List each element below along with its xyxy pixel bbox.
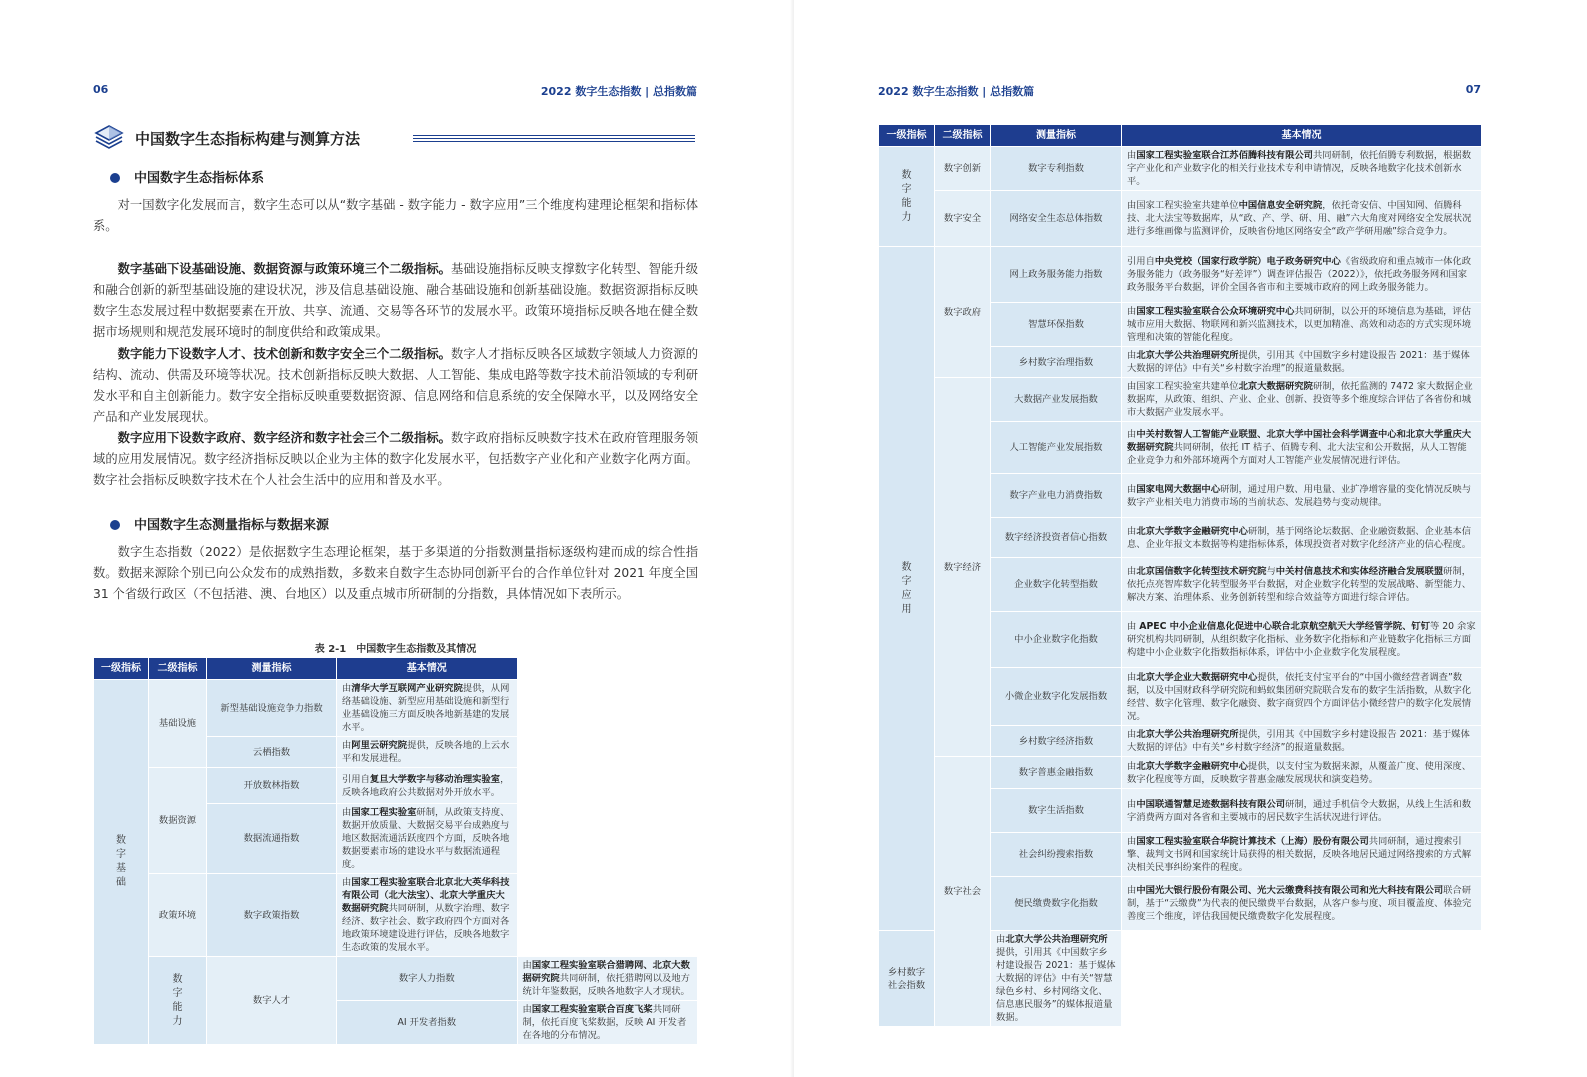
- level2-cell: 数字政府: [935, 247, 991, 378]
- desc-institution: 北京国信数字化转型技术研究院: [1136, 566, 1267, 577]
- para-body: 基础设施指标反映支撑数字化转型、智能升级和融合创新的新型基础设施的建设状况，涉及信息基础设施、融合基础设施和创新基础设施。数据资源指标反映数字生态发展过程中数据要素在开放、共享、流通、交易等各环节的发展水平。政策环境指标反映各地在健全数据市场规则和规范发展环境时的制度供给和政策成果。: [93, 262, 698, 339]
- level2-cell: 数字安全: [935, 191, 991, 247]
- subheading-text: 中国数字生态测量指标与数据来源: [134, 518, 330, 533]
- desc-prefix: 由: [1127, 350, 1137, 361]
- desc-prefix: 由: [1127, 306, 1137, 317]
- metric-cell: 智慧环保指数: [991, 303, 1122, 347]
- table-caption: 表 2-1 中国数字生态指数及其情况: [314, 644, 477, 655]
- left-page: [0, 0, 793, 1077]
- metric-cell: 乡村数字经济指数: [991, 726, 1122, 757]
- table-row: [94, 957, 698, 1001]
- metric-cell: 数字生活指数: [991, 789, 1122, 833]
- desc-text: 《省级政府和重点城市一体化政务服务能力（政务服务“好差评”）调查评估报告（2022）》，依托政务服务网和国家政务服务平台数据，评价全国各省市和主要城市政府的网上政务服务能力。: [1127, 256, 1472, 293]
- level2-cell: 数字社会: [935, 757, 991, 1027]
- paragraph-index-description: 数字生态指数（2022）是依据数字生态理论框架，基于多渠道的分指数测量指标逐级构建而成的综合性指数。数据来源除个别已向公众发布的成熟指数，多数来自数字生态协同创新平台的合作单位针对 2021 年度全国 31 个省级行政区（不包括港、澳、台地区）以及重点城市所研制的分指数，具体情况如下表所示。: [93, 545, 698, 601]
- level2-cell: 数字人才: [207, 957, 337, 1045]
- metric-cell: 数字专利指数: [991, 147, 1122, 191]
- description-cell: [1122, 833, 1482, 877]
- metric-cell: 小微企业数字化发展指数: [991, 668, 1122, 726]
- desc-prefix: 由: [1127, 150, 1137, 161]
- description-cell: [1122, 757, 1482, 789]
- desc-institution: 国家工程实验室联合猎聘网、北京大数据研究院: [522, 960, 690, 984]
- dot-icon: [110, 520, 120, 530]
- desc-prefix: 由: [1127, 621, 1140, 632]
- description-cell: [1122, 789, 1482, 833]
- desc-prefix: 由: [342, 683, 352, 694]
- para-lead: 数字能力下设数字人才、技术创新和数字安全三个二级指标。: [117, 347, 452, 361]
- table-header-cell: 测量指标: [991, 125, 1122, 147]
- metric-cell: 人工智能产业发展指数: [991, 422, 1122, 474]
- description-cell: [337, 737, 518, 768]
- desc-institution: 北京大学企业大数据研究中心: [1136, 671, 1258, 683]
- table-row: [879, 191, 1482, 247]
- description-cell: [1122, 877, 1482, 931]
- desc-text: 研制，通过手机信令大数据，从线上生活和数字消费两方面对各省和主要城市的居民数字生活状况进行评估。: [1127, 798, 1472, 823]
- intro-paragraph: 对一国数字化发展而言，数字生态可以从“数字基础 - 数字能力 - 数字应用”三个维度构建理论框架和指标体系。: [93, 198, 698, 233]
- description-cell: [1122, 726, 1482, 757]
- desc-prefix: 由: [342, 877, 352, 888]
- desc-text: ，依托奇安信、中国知网、佰腾科技、北大法宝等数据库，从“政、产、学、研、用、融”六大角度对网络安全发展状况进行多维画像与监测评价，反映省份地区网络安全“政产学研用融”综合竞争力。: [1127, 200, 1472, 237]
- desc-institution: 国家工程实验室联合华院计算技术（上海）股份有限公司: [1136, 836, 1369, 847]
- desc-institution: 中国信息安全研究院: [1238, 200, 1323, 211]
- desc-institution: 北京大数据研究院: [1238, 381, 1313, 392]
- metric-cell: 数据流通指数: [207, 804, 337, 874]
- metric-cell: 中小企业数字化指数: [991, 612, 1122, 668]
- desc-text: 提供，引用其《中国数字乡村建设报告 2021：基于媒体大数据的评估》中有关“乡村数字治理”的报道量数据。: [1127, 350, 1470, 374]
- table-header-cell: 二级指标: [149, 658, 207, 680]
- level2-cell: 基础设施: [149, 680, 207, 768]
- level1-cell: [879, 147, 935, 247]
- description-cell: [1122, 474, 1482, 518]
- description-cell: [1122, 347, 1482, 378]
- description-cell: [1122, 147, 1482, 191]
- desc-prefix: 由: [342, 807, 352, 818]
- desc-institution: 北京大学数字金融研究中心: [1136, 525, 1248, 537]
- desc-institution: 中央党校（国家行政学院）电子政务研究中心: [1154, 256, 1341, 267]
- description-cell: [337, 680, 518, 737]
- para-body: 数字人才指标反映各区域数字领域人力资源的结构、流动、供需及环境等状况。技术创新指标反映大数据、人工智能、集成电路等数字技术前沿领域的专利研发水平和自主创新能力。数字安全指标反映重要数据资源、信息网络和信息系统的安全保障水平，以及网络安全产品和产业发展现状。: [93, 347, 698, 424]
- page-number-right: 07: [1465, 83, 1481, 96]
- metric-cell: 数字经济投资者信心指数: [991, 518, 1122, 558]
- desc-institution: 北京大学公共治理研究所: [1136, 350, 1239, 361]
- index-table-left: [93, 657, 698, 1045]
- running-header-right: 2022 数字生态指数 | 总指数篇: [878, 85, 1035, 98]
- desc-text: 提供，引用其《中国数字乡村建设报告 2021：基于媒体大数据的评估》中有关“乡村数字经济”的报道量数据。: [1127, 729, 1470, 753]
- level1-label: 数字应用: [901, 561, 912, 615]
- level1-cell: [149, 957, 207, 1045]
- metric-cell: 数字普惠金融指数: [991, 757, 1122, 789]
- metric-cell: 乡村数字治理指数: [991, 347, 1122, 378]
- description-cell: [517, 957, 698, 1001]
- subheading-measurement: [110, 514, 329, 533]
- desc-institution: 北京大学公共治理研究所: [1136, 729, 1239, 740]
- desc-connector: 与: [1266, 566, 1276, 577]
- desc-text: 共同研制，依托百度飞桨数据，反映 AI 开发者在各地的分布情况。: [522, 1004, 687, 1041]
- desc-institution: 国家工程实验室联合公众环境研究中心: [1136, 306, 1295, 317]
- index-table-right: [878, 124, 1482, 1027]
- desc-institution: 国家工程实验室联合百度飞桨: [531, 1004, 653, 1015]
- description-cell: [1122, 612, 1482, 668]
- description-cell: [337, 768, 518, 804]
- description-cell: [1122, 191, 1482, 247]
- description-cell: [1122, 518, 1482, 558]
- description-cell: [1122, 303, 1482, 347]
- desc-text: 提供，引用其《中国数字乡村建设报告 2021：基于媒体大数据的评估》中有关“智慧绿色乡村、乡村网络文化、信息惠民服务”的媒体报道量数据。: [996, 947, 1116, 1023]
- description-cell: [1122, 378, 1482, 422]
- desc-prefix: 由: [1127, 798, 1137, 810]
- para-body: 数字政府指标反映数字技术在政府管理服务领域的应用发展情况。数字经济指标反映以企业为主体的数字化发展水平，包括数字产业化和产业数字化两方面。数字社会指标反映数字技术在个人社会生活中的应用和普及水平。: [93, 431, 698, 487]
- metric-cell: 大数据产业发展指数: [991, 378, 1122, 422]
- desc-text: ，反映各地政府公共数据对外开放水平。: [342, 773, 510, 798]
- desc-institution: 北京大学公共治理研究所: [1005, 934, 1108, 945]
- desc-institution: 国家工程实验室联合江苏佰腾科技有限公司: [1136, 150, 1313, 161]
- desc-text: 提供，从网络基础设施、新型应用基础设施和新型行业基础设施三方面反映各地新基建的发展水平。: [342, 683, 510, 733]
- desc-text: 共同研制，以公开的环境信息为基础，评估城市应用大数据、物联网和新兴监测技术，以更加精准、高效和动态的方式实现环境管理和决策的智能化程度。: [1127, 306, 1472, 343]
- desc-text: 共同研制，依托 IT 桔子、佰腾专利、北大法宝和公开数据，从人工智能企业竞争力和外部环境两个方面对人工智能产业发展情况进行评估。: [1127, 442, 1467, 466]
- paragraph-digital-application: [93, 428, 698, 491]
- desc-institution: 中关村数智人工智能产业联盟、北京大学中国社会科学调查中心和北京大学重庆大数据研究院: [1127, 429, 1472, 453]
- desc-prefix: 由: [342, 740, 352, 751]
- metric-cell: 社会纠纷搜索指数: [991, 833, 1122, 877]
- metric-cell: AI 开发者指数: [337, 1001, 518, 1045]
- layers-stack-icon: [93, 122, 125, 154]
- desc-institution: APEC 中小企业信息化促进中心联合北京航空航天大学经管学院、钉钉: [1139, 621, 1430, 632]
- paragraph-digital-capability: [93, 344, 698, 428]
- desc-prefix: 引用自: [1127, 256, 1155, 267]
- desc-text: 共同研制，依托佰腾专利数据，根据数字产业化和产业数字化的相关行业技术专利申请情况，反映各地数字化技术创新水平。: [1127, 150, 1472, 187]
- desc-institution: 国家电网大数据中心: [1136, 483, 1220, 495]
- level1-label: 数字能力: [172, 973, 183, 1027]
- table-row: [94, 768, 698, 804]
- desc-text: 共同研制，从数字治理、数字经济、数字社会、数字政府四个方面对各地政策环境建设进行评估，反映各地数字生态政策的发展水平。: [342, 903, 510, 953]
- desc-prefix: 由国家工程实验室共建单位: [1127, 381, 1239, 392]
- desc-institution: 复旦大学数字与移动治理实验室: [369, 773, 501, 785]
- metric-cell: 新型基础设施竞争力指数: [207, 680, 337, 737]
- description-cell: [991, 931, 1122, 1027]
- table-row: [879, 378, 1482, 422]
- desc-prefix: 由: [1127, 525, 1137, 537]
- metric-cell: 云栖指数: [207, 737, 337, 768]
- level1-cell: [879, 247, 935, 931]
- desc-prefix: 由: [522, 960, 532, 971]
- desc-text: 提供，依托支付宝平台的“中国小微经营者调查”数据，以及中国财政科学研究院和蚂蚁集团研究院联合发布的数字生活指数，从数字化经营、数字化管理、数字化融资、数字商贸四个方面评估小微经营户的数字化发展情况。: [1127, 671, 1471, 722]
- desc-text: 等 20 余家研究机构共同研制，从组织数字化指标、业务数字化指标和产业链数字化指标三方面构建中小企业数字化指数指标体系，评估中小企业数字化发展程度。: [1127, 621, 1476, 658]
- metric-cell: 数字人力指数: [337, 957, 518, 1001]
- table-header-cell: 测量指标: [207, 658, 337, 680]
- desc-text: 共同研制，通过搜索引擎、裁判文书网和国家统计局获得的相关数据，反映各地居民通过网络搜索的方式解决相关民事纠纷案件的程度。: [1127, 836, 1471, 873]
- level1-cell: [94, 680, 149, 1045]
- desc-prefix: 由: [996, 934, 1006, 945]
- description-cell: [1122, 668, 1482, 726]
- table-header-cell: 一级指标: [879, 125, 935, 147]
- desc-text: 研制，依托点亮智库数字化转型服务平台数据，对企业数字化转型的发展战略、新型能力、解决方案、治理体系、业务创新转型和综合效益等方面进行综合评估。: [1127, 566, 1472, 603]
- paragraph-digital-foundation: [93, 259, 698, 343]
- level1-label: 数字能力: [901, 169, 912, 223]
- desc-text: 研制，通过用户数、用电量、业扩净增容量的变化情况反映与数字产业相关电力消费市场的当前状态、发展趋势与变动规律。: [1127, 483, 1472, 508]
- desc-text: 共同研制，依托猎聘网以及地方统计年鉴数据，反映各地数字人才现状。: [522, 973, 690, 997]
- table-row: [94, 874, 698, 957]
- desc-text: 提供，反映各地的上云水平和发展进程。: [342, 740, 510, 764]
- running-header-left: 2022 数字生态指数 | 总指数篇: [540, 85, 697, 98]
- desc-institution: 国家工程实验室联合北京北大英华科技有限公司（北大法宝）、北京大学重庆大数据研究院: [342, 877, 510, 914]
- desc-prefix: 由: [1127, 671, 1137, 683]
- dot-icon: [110, 173, 120, 183]
- desc-text: 研制，基于网络论坛数据、企业融资数据、企业基本信息、企业年报文本数据等构建指标体系，体现投资者对数字化经济产业的信心程度。: [1127, 525, 1472, 550]
- metric-cell: 乡村数字社会指数: [879, 931, 935, 1027]
- desc-institution: 中国联通智慧足迹数据科技有限公司: [1136, 798, 1286, 810]
- level2-cell: 政策环境: [149, 874, 207, 957]
- table-row: [879, 247, 1482, 303]
- description-cell: [1122, 422, 1482, 474]
- metric-cell: 数字产业电力消费指数: [991, 474, 1122, 518]
- metric-cell: 便民缴费数字化指数: [991, 877, 1122, 931]
- description-cell: [517, 1001, 698, 1045]
- desc-institution: 中关村信息技术和实体经济融合发展联盟: [1275, 566, 1444, 577]
- desc-prefix: 由: [1127, 729, 1137, 740]
- level2-cell: 数字经济: [935, 378, 991, 757]
- subheading-text: 中国数字生态指标体系: [134, 171, 265, 186]
- desc-prefix: 由: [1127, 836, 1137, 847]
- metric-cell: 企业数字化转型指数: [991, 558, 1122, 612]
- section-rule: [413, 135, 695, 144]
- desc-prefix: 由国家工程实验室共建单位: [1127, 200, 1239, 211]
- desc-prefix: 由: [1127, 429, 1137, 440]
- description-cell: [1122, 247, 1482, 303]
- table-row: [94, 680, 698, 737]
- desc-text: 提供，以支付宝为数据来源，从覆盖广度、使用深度、数字化程度等方面，反映数字普惠金融发展现状和演变趋势。: [1127, 760, 1472, 785]
- desc-prefix: 由: [1127, 483, 1137, 495]
- desc-prefix: 由: [1127, 885, 1137, 896]
- desc-prefix: 由: [1127, 566, 1137, 577]
- para-lead: 数字基础下设基础设施、数据资源与政策环境三个二级指标。: [117, 262, 452, 276]
- description-cell: [337, 804, 518, 874]
- table-header-cell: 二级指标: [935, 125, 991, 147]
- section-title: 中国数字生态指标构建与测算方法: [135, 130, 361, 148]
- desc-prefix: 由: [1127, 760, 1137, 772]
- desc-institution: 阿里云研究院: [351, 740, 408, 751]
- desc-institution: 国家工程实验室: [351, 807, 417, 818]
- metric-cell: 数字政策指数: [207, 874, 337, 957]
- subheading-indicator-system: [110, 167, 264, 186]
- desc-institution: 清华大学互联网产业研究院: [351, 683, 463, 694]
- desc-text: 研制，从政策支持度、数据开放质量、大数据交易平台成熟度与地区数据流通活跃度四个方面，反映各地数据要素市场的建设水平与数据流通程度。: [342, 807, 510, 870]
- description-cell: [337, 874, 518, 957]
- metric-cell: 网上政务服务能力指数: [991, 247, 1122, 303]
- desc-institution: 北京大学数字金融研究中心: [1136, 760, 1248, 772]
- desc-prefix: 由: [522, 1004, 532, 1015]
- table-row: [879, 147, 1482, 191]
- table-header-cell: 一级指标: [94, 658, 149, 680]
- level2-cell: 数据资源: [149, 768, 207, 874]
- desc-institution: 中国光大银行股份有限公司、光大云缴费科技有限公司和光大科技有限公司: [1136, 885, 1444, 896]
- level2-cell: 数字创新: [935, 147, 991, 191]
- description-cell: [1122, 558, 1482, 612]
- level1-label: 数字基础: [116, 835, 126, 888]
- table-header-cell: 基本情况: [337, 658, 518, 680]
- section-heading: [93, 122, 698, 156]
- desc-prefix: 引用自: [342, 773, 370, 785]
- metric-cell: 网络安全生态总体指数: [991, 191, 1122, 247]
- page-number-left: 06: [93, 83, 109, 96]
- metric-cell: 开放数林指数: [207, 768, 337, 804]
- desc-text: 研制，依托监测的 7472 家大数据企业数据库，从政策、组织、产业、企业、创新、投资等多个维度综合评估了各省份和城市大数据产业发展水平。: [1127, 381, 1473, 418]
- table-header-cell: 基本情况: [1122, 125, 1482, 147]
- table-row: [879, 757, 1482, 789]
- desc-text: 联合研制，基于“云缴费”为代表的便民缴费平台数据，从客户参与度、项目覆盖度、体验完善度三个维度，评估我国便民缴费数字化发展程度。: [1127, 885, 1472, 922]
- para-lead: 数字应用下设数字政府、数字经济和数字社会三个二级指标。: [117, 431, 452, 445]
